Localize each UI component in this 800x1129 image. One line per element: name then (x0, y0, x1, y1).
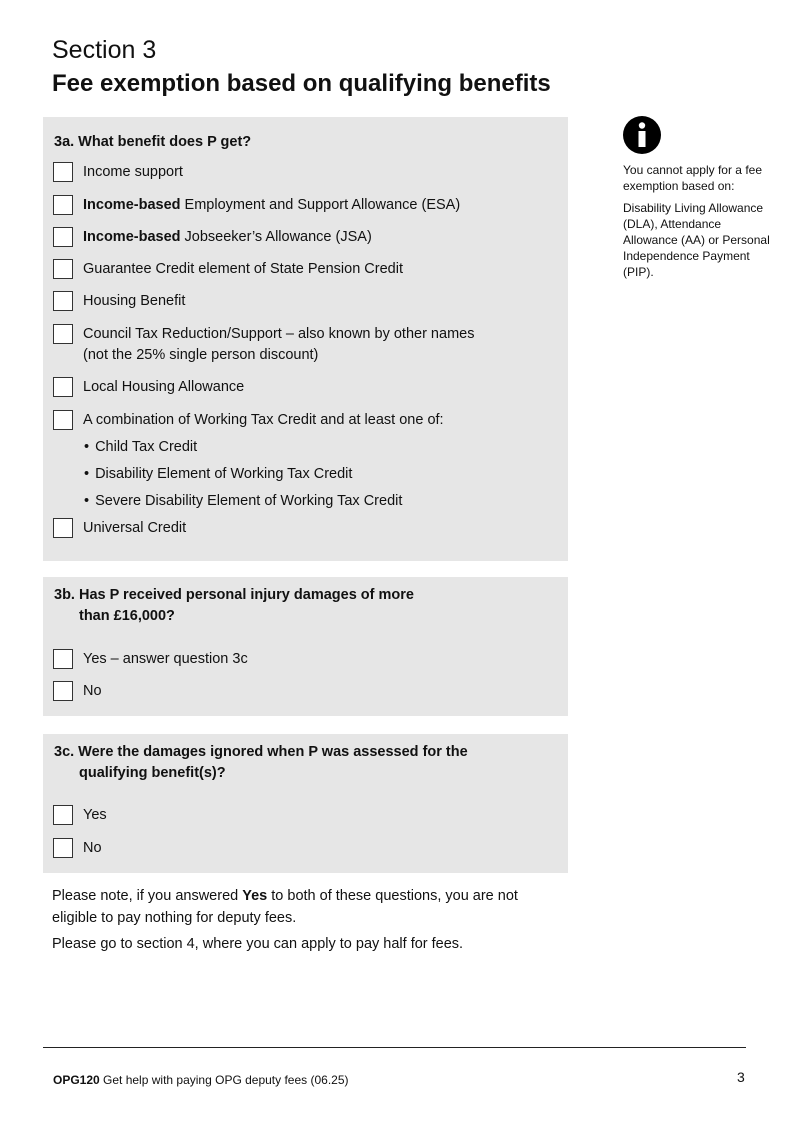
sub-bullet-item (84, 464, 352, 485)
section-title: Fee exemption based on qualifying benefits (52, 70, 551, 97)
option-label: Yes – answer question 3c (83, 651, 248, 667)
question-3a-title: 3a. What benefit does P get? (54, 134, 252, 150)
sub-bullet-label: Disability Element of Working Tax Credit (95, 466, 353, 482)
option-bold: Income-based (83, 197, 181, 213)
note-text: Please note, if you answered (52, 888, 243, 904)
option-3c-no (53, 838, 102, 859)
option-housing-benefit (53, 291, 185, 312)
option-label: Income support (83, 164, 183, 180)
option-label: Universal Credit (83, 520, 187, 536)
jsa-checkbox[interactable] (53, 227, 73, 247)
3c-no-checkbox[interactable] (53, 838, 73, 858)
bullet-icon: • (84, 466, 90, 482)
info-icon (623, 116, 661, 154)
3b-no-checkbox[interactable] (53, 681, 73, 701)
question-3b-title (54, 585, 414, 627)
pension-credit-checkbox[interactable] (53, 259, 73, 279)
footer-text (53, 1073, 349, 1087)
council-tax-checkbox[interactable] (53, 324, 73, 344)
note-text: to both of these questions, you are not eligible to pay nothing for deputy fees. (52, 888, 518, 926)
option-label: Employment and Support Allowance (ESA) (180, 197, 461, 213)
option-label: Council Tax Reduction/Support – also known by other names (83, 326, 475, 342)
option-3b-yes (53, 649, 248, 670)
info-body-text: Disability Living Allowance (DLA), Attendance Allowance (AA) or Personal Independence Payment (PIP). (623, 201, 770, 279)
option-label: No (83, 683, 102, 699)
option-label: Guarantee Credit element of State Pension Credit (83, 261, 403, 277)
bullet-icon: • (84, 439, 90, 455)
3c-yes-checkbox[interactable] (53, 805, 73, 825)
question-3c-title-line1: 3c. Were the damages ignored when P was assessed for the (54, 744, 468, 760)
option-jsa (53, 227, 372, 248)
option-income-support (53, 162, 183, 183)
page-number: 3 (737, 1069, 745, 1085)
question-3b-panel (43, 577, 568, 716)
option-3b-no (53, 681, 102, 702)
question-3c-title (54, 742, 468, 784)
note-paragraph-2: Please go to section 4, where you can apply to pay half for fees. (52, 936, 464, 952)
question-3b-title-line1: 3b. Has P received personal injury damages of more (54, 587, 414, 603)
option-3c-yes (53, 805, 107, 826)
option-label: No (83, 840, 102, 856)
option-label: A combination of Working Tax Credit and at least one of: (83, 412, 444, 428)
sub-bullet-item (84, 437, 197, 458)
option-label-line2: (not the 25% single person discount) (83, 347, 319, 363)
esa-checkbox[interactable] (53, 195, 73, 215)
option-label: Yes (83, 807, 107, 823)
income-support-checkbox[interactable] (53, 162, 73, 182)
working-tax-credit-checkbox[interactable] (53, 410, 73, 430)
question-3a-panel (43, 117, 568, 561)
housing-benefit-checkbox[interactable] (53, 291, 73, 311)
option-label: Housing Benefit (83, 293, 186, 309)
bullet-icon: • (84, 493, 90, 509)
sub-bullet-item (84, 491, 402, 512)
section-label: Section 3 (52, 36, 157, 64)
local-housing-allowance-checkbox[interactable] (53, 377, 73, 397)
3b-yes-checkbox[interactable] (53, 649, 73, 669)
universal-credit-checkbox[interactable] (53, 518, 73, 538)
note-bold: Yes (242, 888, 268, 904)
question-3c-title-line2: qualifying benefit(s)? (79, 765, 226, 781)
option-label: Local Housing Allowance (83, 379, 245, 395)
footer-divider (43, 1047, 746, 1048)
info-lead-text: You cannot apply for a fee exemption based on: (623, 163, 762, 193)
question-3c-panel (43, 734, 568, 873)
option-universal-credit (53, 518, 186, 539)
sub-bullet-label: Severe Disability Element of Working Tax Credit (95, 493, 403, 509)
note-paragraph-1 (52, 885, 552, 929)
footer-form-title: Get help with paying OPG deputy fees (06.25) (99, 1073, 349, 1087)
option-council-tax (53, 324, 474, 366)
question-3b-title-line2: than £16,000? (79, 608, 175, 624)
option-local-housing-allowance (53, 377, 244, 398)
option-pension-credit (53, 259, 403, 280)
option-esa (53, 195, 460, 216)
option-bold: Income-based (83, 229, 181, 245)
option-label: Jobseeker’s Allowance (JSA) (180, 229, 372, 245)
sub-bullet-label: Child Tax Credit (95, 439, 198, 455)
footer-form-code: OPG120 (53, 1073, 100, 1087)
option-working-tax-credit (53, 410, 444, 431)
